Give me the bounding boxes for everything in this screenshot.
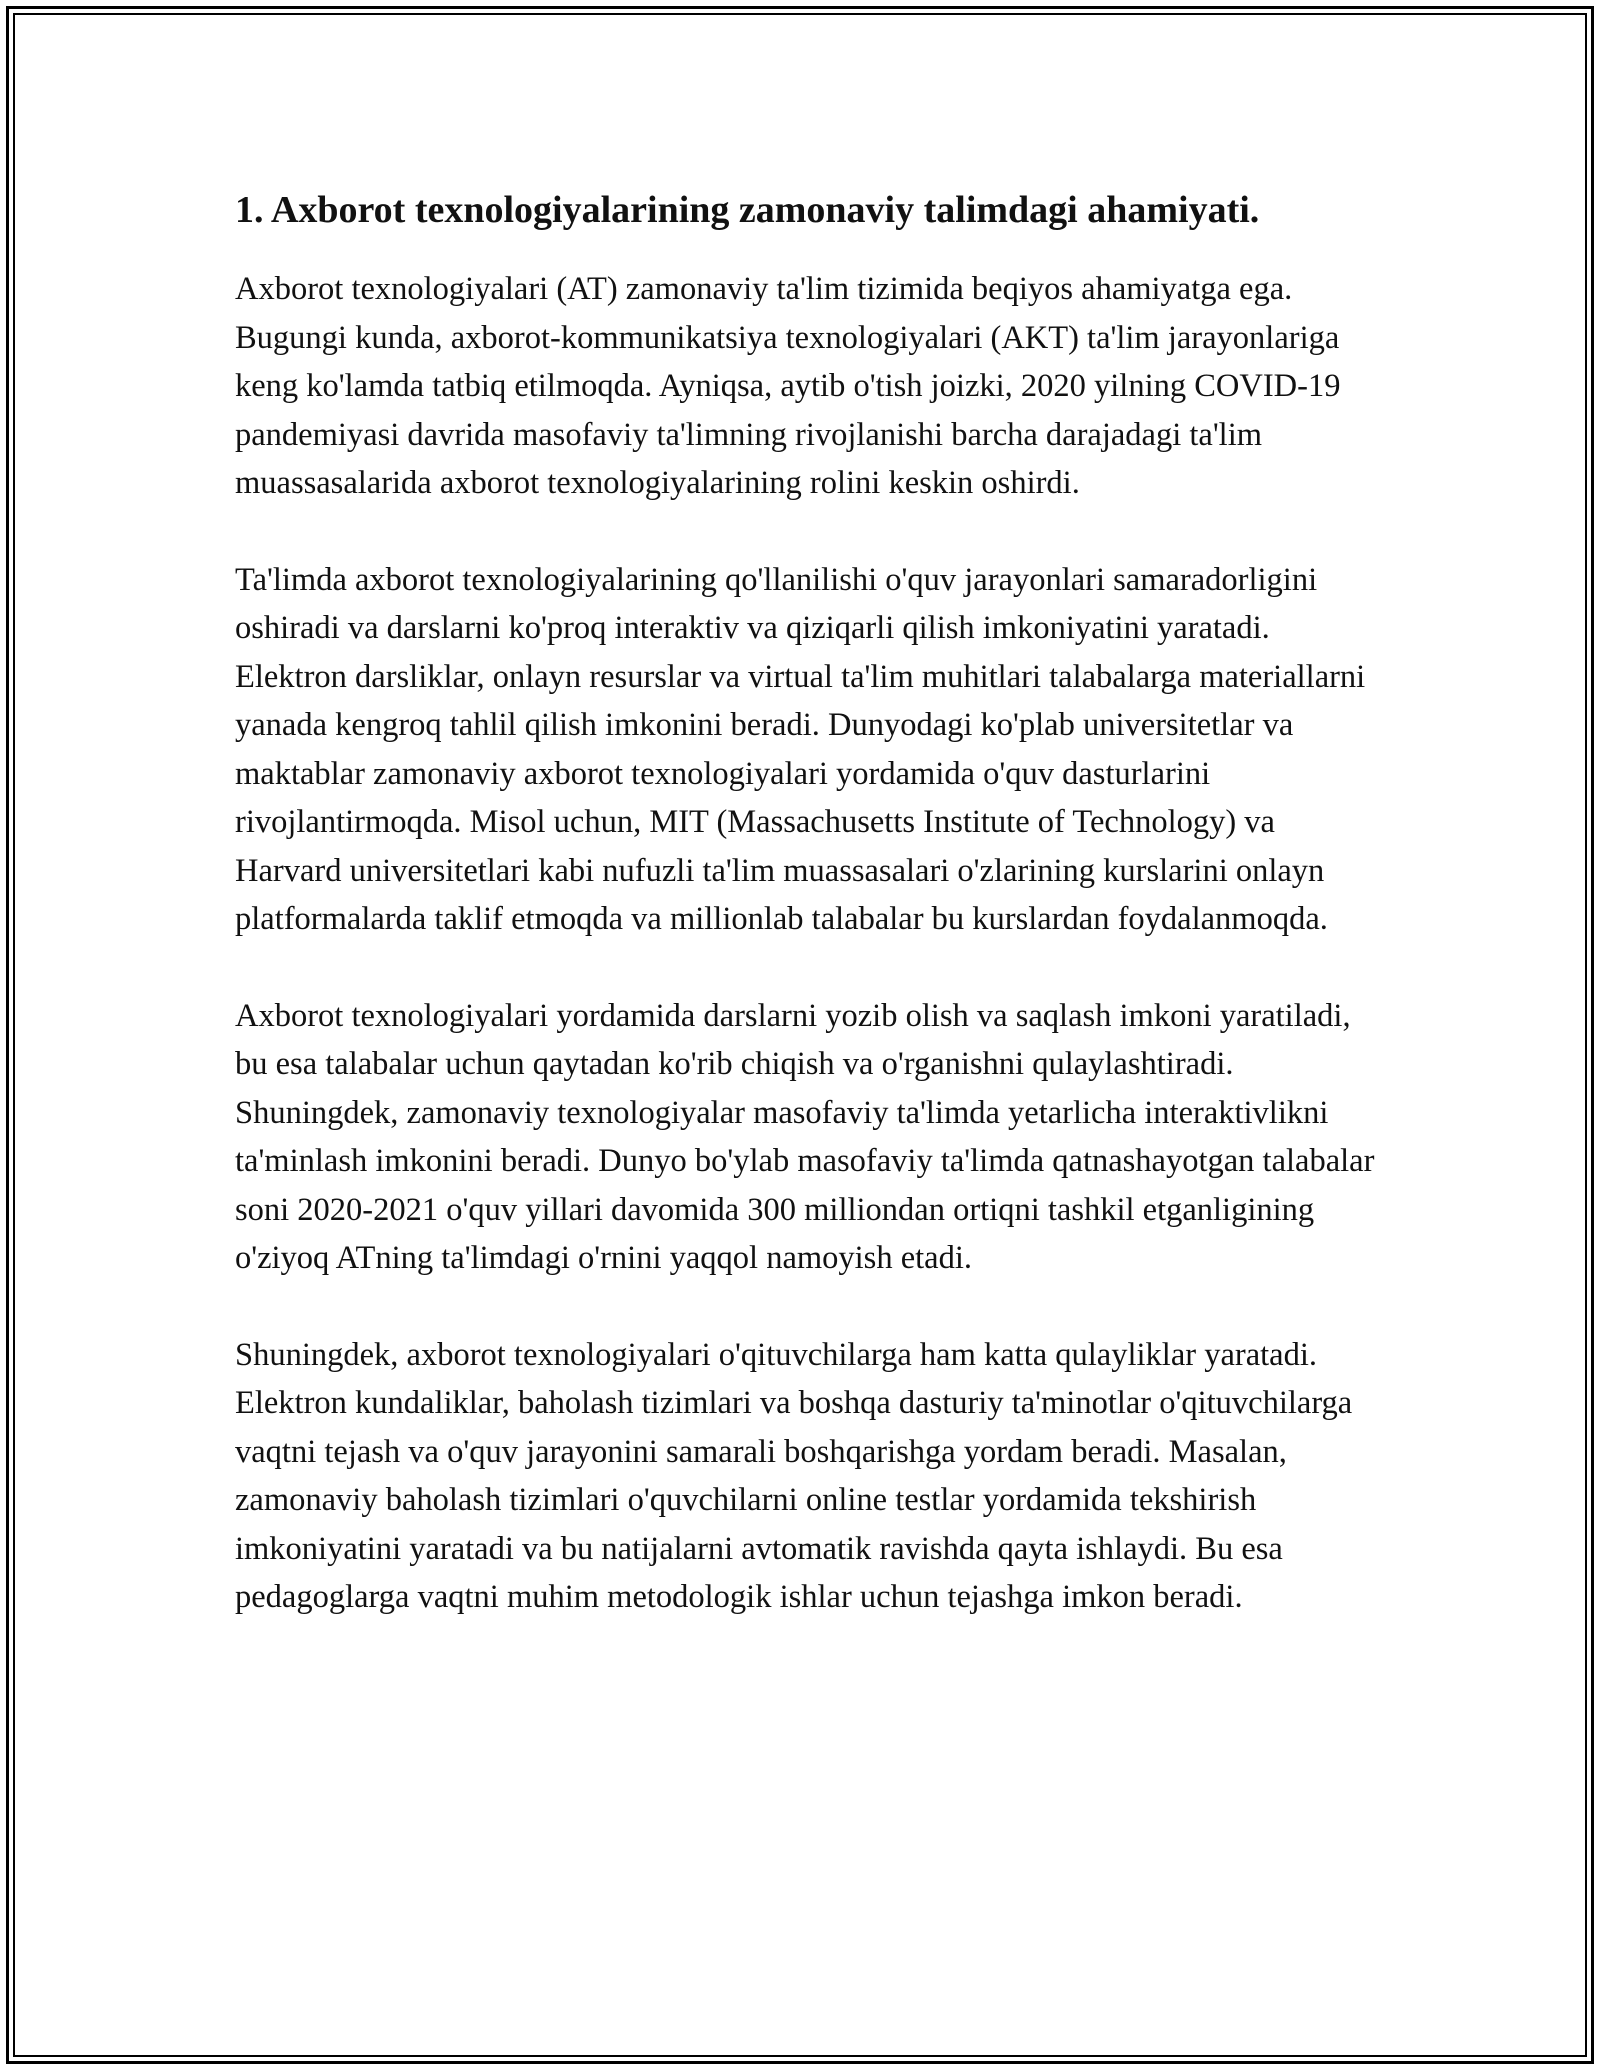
paragraph-3: Axborot texnologiyalari yordamida darslarni yozib olish va saqlash imkoni yaratiladi, bu esa talabalar uchun qaytadan ko'rib chiqish va o'rganishni qulaylashtiradi. Shuningdek, zamonaviy texnologiyalar masofaviy ta'limda yetarlicha interaktivlikni ta'minlash imkonini beradi. Dunyo bo'ylab masofaviy ta'limda qatnashayotgan talabalar soni 2020-2021 o'quv yillari davomida 300 milliondan ortiqni tashkil etganligining o'ziyoq ATning ta'limdagi o'rnini yaqqol namoyish etadi. (235, 997, 1375, 1276)
document-body (235, 185, 1375, 1670)
paragraph-2: Ta'limda axborot texnologiyalarining qo'llanilishi o'quv jarayonlari samaradorligini oshiradi va darslarni ko'proq interaktiv va qiziqarli qilish imkoniyatini yaratadi. Elektron darsliklar, onlayn resurslar va virtual ta'lim muhitlari talabalarga materiallarni yanada kengroq tahlil qilish imkonini beradi. Dunyodagi ko'plab universitetlar va maktablar zamonaviy axborot texnologiyalari yordamida o'quv dasturlarini rivojlantirmoqda. Misol uchun, MIT (Massachusetts Institute of Technology) va Harvard universitetlari kabi nufuzli ta'lim muassasalari o'zlarining kurslarini onlayn platformalarda taklif etmoqda va millionlab talabalar bu kurslardan foydalanmoqda. (235, 561, 1366, 937)
paragraph-4: Shuningdek, axborot texnologiyalari o'qituvchilarga ham katta qulayliklar yaratadi. Elektron kundaliklar, baholash tizimlari va boshqa dasturiy ta'minotlar o'qituvchilarga vaqtni tejash va o'quv jarayonini samarali boshqarishga yordam beradi. Masalan, zamonaviy baholash tizimlari o'quvchilarni online testlar yordamida tekshirish imkoniyatini yaratadi va bu natijalarni avtomatik ravishda qayta ishlaydi. Bu esa pedagoglarga vaqtni muhim metodologik ishlar uchun tejashga imkon beradi. (235, 1336, 1353, 1615)
paragraph-1: Axborot texnologiyalari (AT) zamonaviy ta'lim tizimida beqiyos ahamiyatga ega. Bugungi kunda, axborot-kommunikatsiya texnologiyalari (AKT) ta'lim jarayonlariga keng ko'lamda tatbiq etilmoqda. Ayniqsa, aytib o'tish joizki, 2020 yilning COVID-19 pandemiyasi davrida masofaviy ta'limning rivojlanishi barcha darajadagi ta'lim muassasalarida axborot texnologiyalarining rolini keskin oshirdi. (235, 271, 1341, 501)
page-title: 1. Axborot texnologiyalarining zamonaviy talimdagi ahamiyati. (235, 189, 1260, 231)
